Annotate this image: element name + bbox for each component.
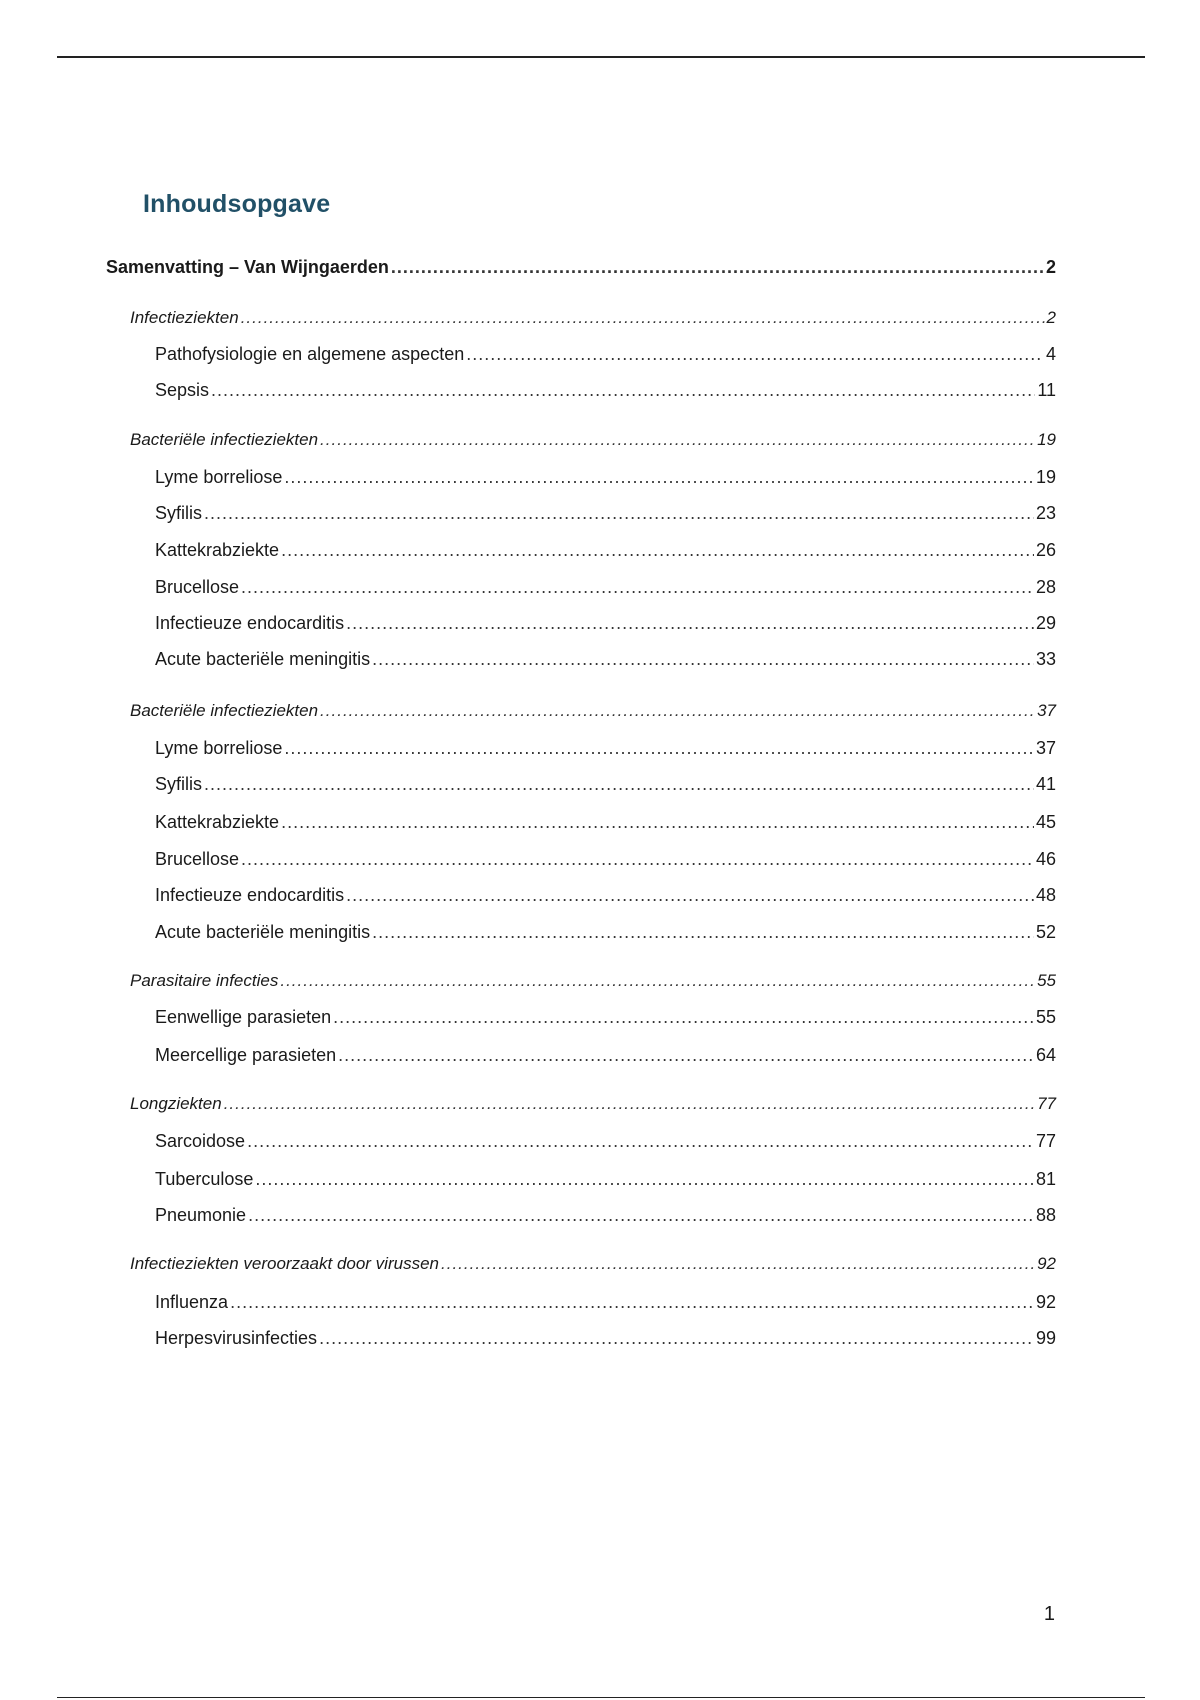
toc-subentry-label: Meercellige parasieten bbox=[155, 1045, 337, 1065]
toc-subentry-label: Eenwellige parasieten bbox=[155, 1007, 332, 1027]
toc-subentry-label: Kattekrabziekte bbox=[155, 812, 280, 832]
toc-subentry-page: 11 bbox=[1037, 380, 1056, 400]
toc-subentry-page: 33 bbox=[1035, 649, 1056, 669]
dot-leader bbox=[241, 848, 1034, 870]
toc-subentry[interactable] bbox=[155, 1130, 1056, 1152]
dot-leader bbox=[284, 466, 1034, 488]
dot-leader bbox=[284, 737, 1034, 759]
toc-subentry[interactable] bbox=[155, 1291, 1056, 1313]
toc-section-label: Longziekten bbox=[130, 1094, 222, 1113]
toc-subentry-label: Infectieuze endocarditis bbox=[155, 885, 345, 905]
dot-leader bbox=[204, 502, 1034, 524]
toc-subentry-page: 99 bbox=[1035, 1328, 1056, 1348]
toc-subentry-label: Influenza bbox=[155, 1292, 229, 1312]
dot-leader bbox=[241, 576, 1034, 598]
dot-leader bbox=[320, 429, 1035, 451]
toc-subentry-page: 77 bbox=[1035, 1131, 1056, 1151]
dot-leader bbox=[466, 343, 1044, 365]
toc-subentry-label: Syfilis bbox=[155, 774, 203, 794]
dot-leader bbox=[333, 1006, 1034, 1028]
toc-subentry-page: 88 bbox=[1035, 1205, 1056, 1225]
toc-subentry-label: Sarcoidose bbox=[155, 1131, 246, 1151]
toc-subentry[interactable] bbox=[155, 848, 1056, 870]
toc-subentry-label: Syfilis bbox=[155, 503, 203, 523]
toc-subentry-page: 52 bbox=[1035, 922, 1056, 942]
page-number: 1 bbox=[1043, 1603, 1055, 1625]
toc-subentry-page: 48 bbox=[1035, 885, 1056, 905]
dot-leader bbox=[248, 1204, 1034, 1226]
dot-leader bbox=[372, 921, 1034, 943]
toc-subentry[interactable] bbox=[155, 466, 1056, 488]
toc-section-page: 77 bbox=[1037, 1094, 1056, 1113]
toc-subentry[interactable] bbox=[155, 502, 1056, 524]
dot-leader bbox=[338, 1044, 1034, 1066]
toc-subentry-label: Sepsis bbox=[155, 380, 210, 400]
toc-subentry[interactable] bbox=[155, 539, 1056, 561]
toc-subentry-page: 29 bbox=[1035, 613, 1056, 633]
toc-subentry-label: Tuberculose bbox=[155, 1169, 254, 1189]
toc-subentry-label: Lyme borreliose bbox=[155, 738, 283, 758]
toc-subentry-page: 4 bbox=[1045, 344, 1056, 364]
toc-section-label: Infectieziekten veroorzaakt door virussen bbox=[130, 1254, 439, 1273]
toc-subentry[interactable] bbox=[155, 612, 1056, 634]
dot-leader bbox=[346, 884, 1034, 906]
toc-section-label: Infectieziekten bbox=[130, 308, 239, 327]
toc-subentry-page: 45 bbox=[1035, 812, 1056, 832]
toc-heading: Inhoudsopgave bbox=[143, 190, 331, 218]
toc-subentry[interactable] bbox=[155, 1327, 1056, 1349]
header-rule bbox=[57, 56, 1145, 58]
toc-subentry-page: 55 bbox=[1035, 1007, 1056, 1027]
dot-leader bbox=[319, 1327, 1034, 1349]
toc-section-page: 55 bbox=[1037, 971, 1056, 990]
toc-section[interactable] bbox=[130, 307, 1056, 329]
toc-subentry[interactable] bbox=[155, 737, 1056, 759]
toc-subentry-page: 81 bbox=[1035, 1169, 1056, 1189]
dot-leader bbox=[224, 1093, 1035, 1115]
dot-leader bbox=[230, 1291, 1034, 1313]
dot-leader bbox=[281, 539, 1034, 561]
toc-subentry-label: Acute bacteriële meningitis bbox=[155, 649, 371, 669]
toc-section[interactable] bbox=[130, 429, 1056, 451]
dot-leader bbox=[346, 612, 1034, 634]
toc-subentry-label: Brucellose bbox=[155, 577, 240, 597]
dot-leader bbox=[255, 1168, 1034, 1190]
toc-section[interactable] bbox=[130, 1253, 1056, 1275]
toc-subentry[interactable] bbox=[155, 884, 1056, 906]
toc-section[interactable] bbox=[130, 700, 1056, 722]
toc-subentry-page: 26 bbox=[1035, 540, 1056, 560]
toc-subentry[interactable] bbox=[155, 1204, 1056, 1226]
dot-leader bbox=[391, 256, 1044, 278]
toc-subentry-label: Pathofysiologie en algemene aspecten bbox=[155, 344, 465, 364]
toc-entry-page: 2 bbox=[1045, 257, 1056, 277]
toc-subentry-page: 28 bbox=[1035, 577, 1056, 597]
dot-leader bbox=[320, 700, 1035, 722]
toc-subentry-label: Pneumonie bbox=[155, 1205, 247, 1225]
dot-leader bbox=[441, 1253, 1035, 1275]
toc-subentry-label: Herpesvirusinfecties bbox=[155, 1328, 318, 1348]
toc-section-label: Parasitaire infecties bbox=[130, 971, 279, 990]
toc-subentry[interactable] bbox=[155, 1006, 1056, 1028]
toc-subentry[interactable] bbox=[155, 379, 1056, 401]
toc-section-page: 19 bbox=[1037, 430, 1056, 449]
dot-leader bbox=[247, 1130, 1034, 1152]
toc-subentry-page: 19 bbox=[1035, 467, 1056, 487]
toc-subentry[interactable] bbox=[155, 343, 1056, 365]
toc-subentry[interactable] bbox=[155, 576, 1056, 598]
toc-section-label: Bacteriële infectieziekten bbox=[130, 430, 319, 449]
toc-subentry-page: 41 bbox=[1035, 774, 1056, 794]
toc-subentry-label: Acute bacteriële meningitis bbox=[155, 922, 371, 942]
dot-leader bbox=[241, 307, 1045, 329]
toc-subentry[interactable] bbox=[155, 1168, 1056, 1190]
toc-section-page: 92 bbox=[1037, 1254, 1056, 1273]
dot-leader bbox=[211, 379, 1035, 401]
dot-leader bbox=[204, 773, 1034, 795]
toc-subentry[interactable] bbox=[155, 921, 1056, 943]
toc-subentry-page: 64 bbox=[1035, 1045, 1056, 1065]
toc-subentry-page: 37 bbox=[1035, 738, 1056, 758]
toc-subentry-page: 92 bbox=[1035, 1292, 1056, 1312]
dot-leader bbox=[280, 970, 1035, 992]
toc-subentry-page: 46 bbox=[1035, 849, 1056, 869]
toc-subentry[interactable] bbox=[155, 811, 1056, 833]
toc-subentry-label: Brucellose bbox=[155, 849, 240, 869]
footer-rule bbox=[57, 1697, 1145, 1698]
toc-entry-label: Samenvatting – Van Wijngaerden bbox=[106, 257, 389, 277]
dot-leader bbox=[281, 811, 1034, 833]
toc-section-label: Bacteriële infectieziekten bbox=[130, 701, 319, 720]
toc-entry-main[interactable] bbox=[106, 256, 1056, 278]
toc-subentry[interactable] bbox=[155, 648, 1056, 670]
toc-subentry-label: Lyme borreliose bbox=[155, 467, 283, 487]
dot-leader bbox=[372, 648, 1034, 670]
toc-section[interactable] bbox=[130, 970, 1056, 992]
toc-subentry-label: Infectieuze endocarditis bbox=[155, 613, 345, 633]
toc-subentry-label: Kattekrabziekte bbox=[155, 540, 280, 560]
toc-subentry[interactable] bbox=[155, 1044, 1056, 1066]
toc-section[interactable] bbox=[130, 1093, 1056, 1115]
toc-subentry-page: 23 bbox=[1035, 503, 1056, 523]
toc-section-page: 37 bbox=[1037, 701, 1056, 720]
toc-section-page: 2 bbox=[1046, 308, 1056, 327]
toc-subentry[interactable] bbox=[155, 773, 1056, 795]
